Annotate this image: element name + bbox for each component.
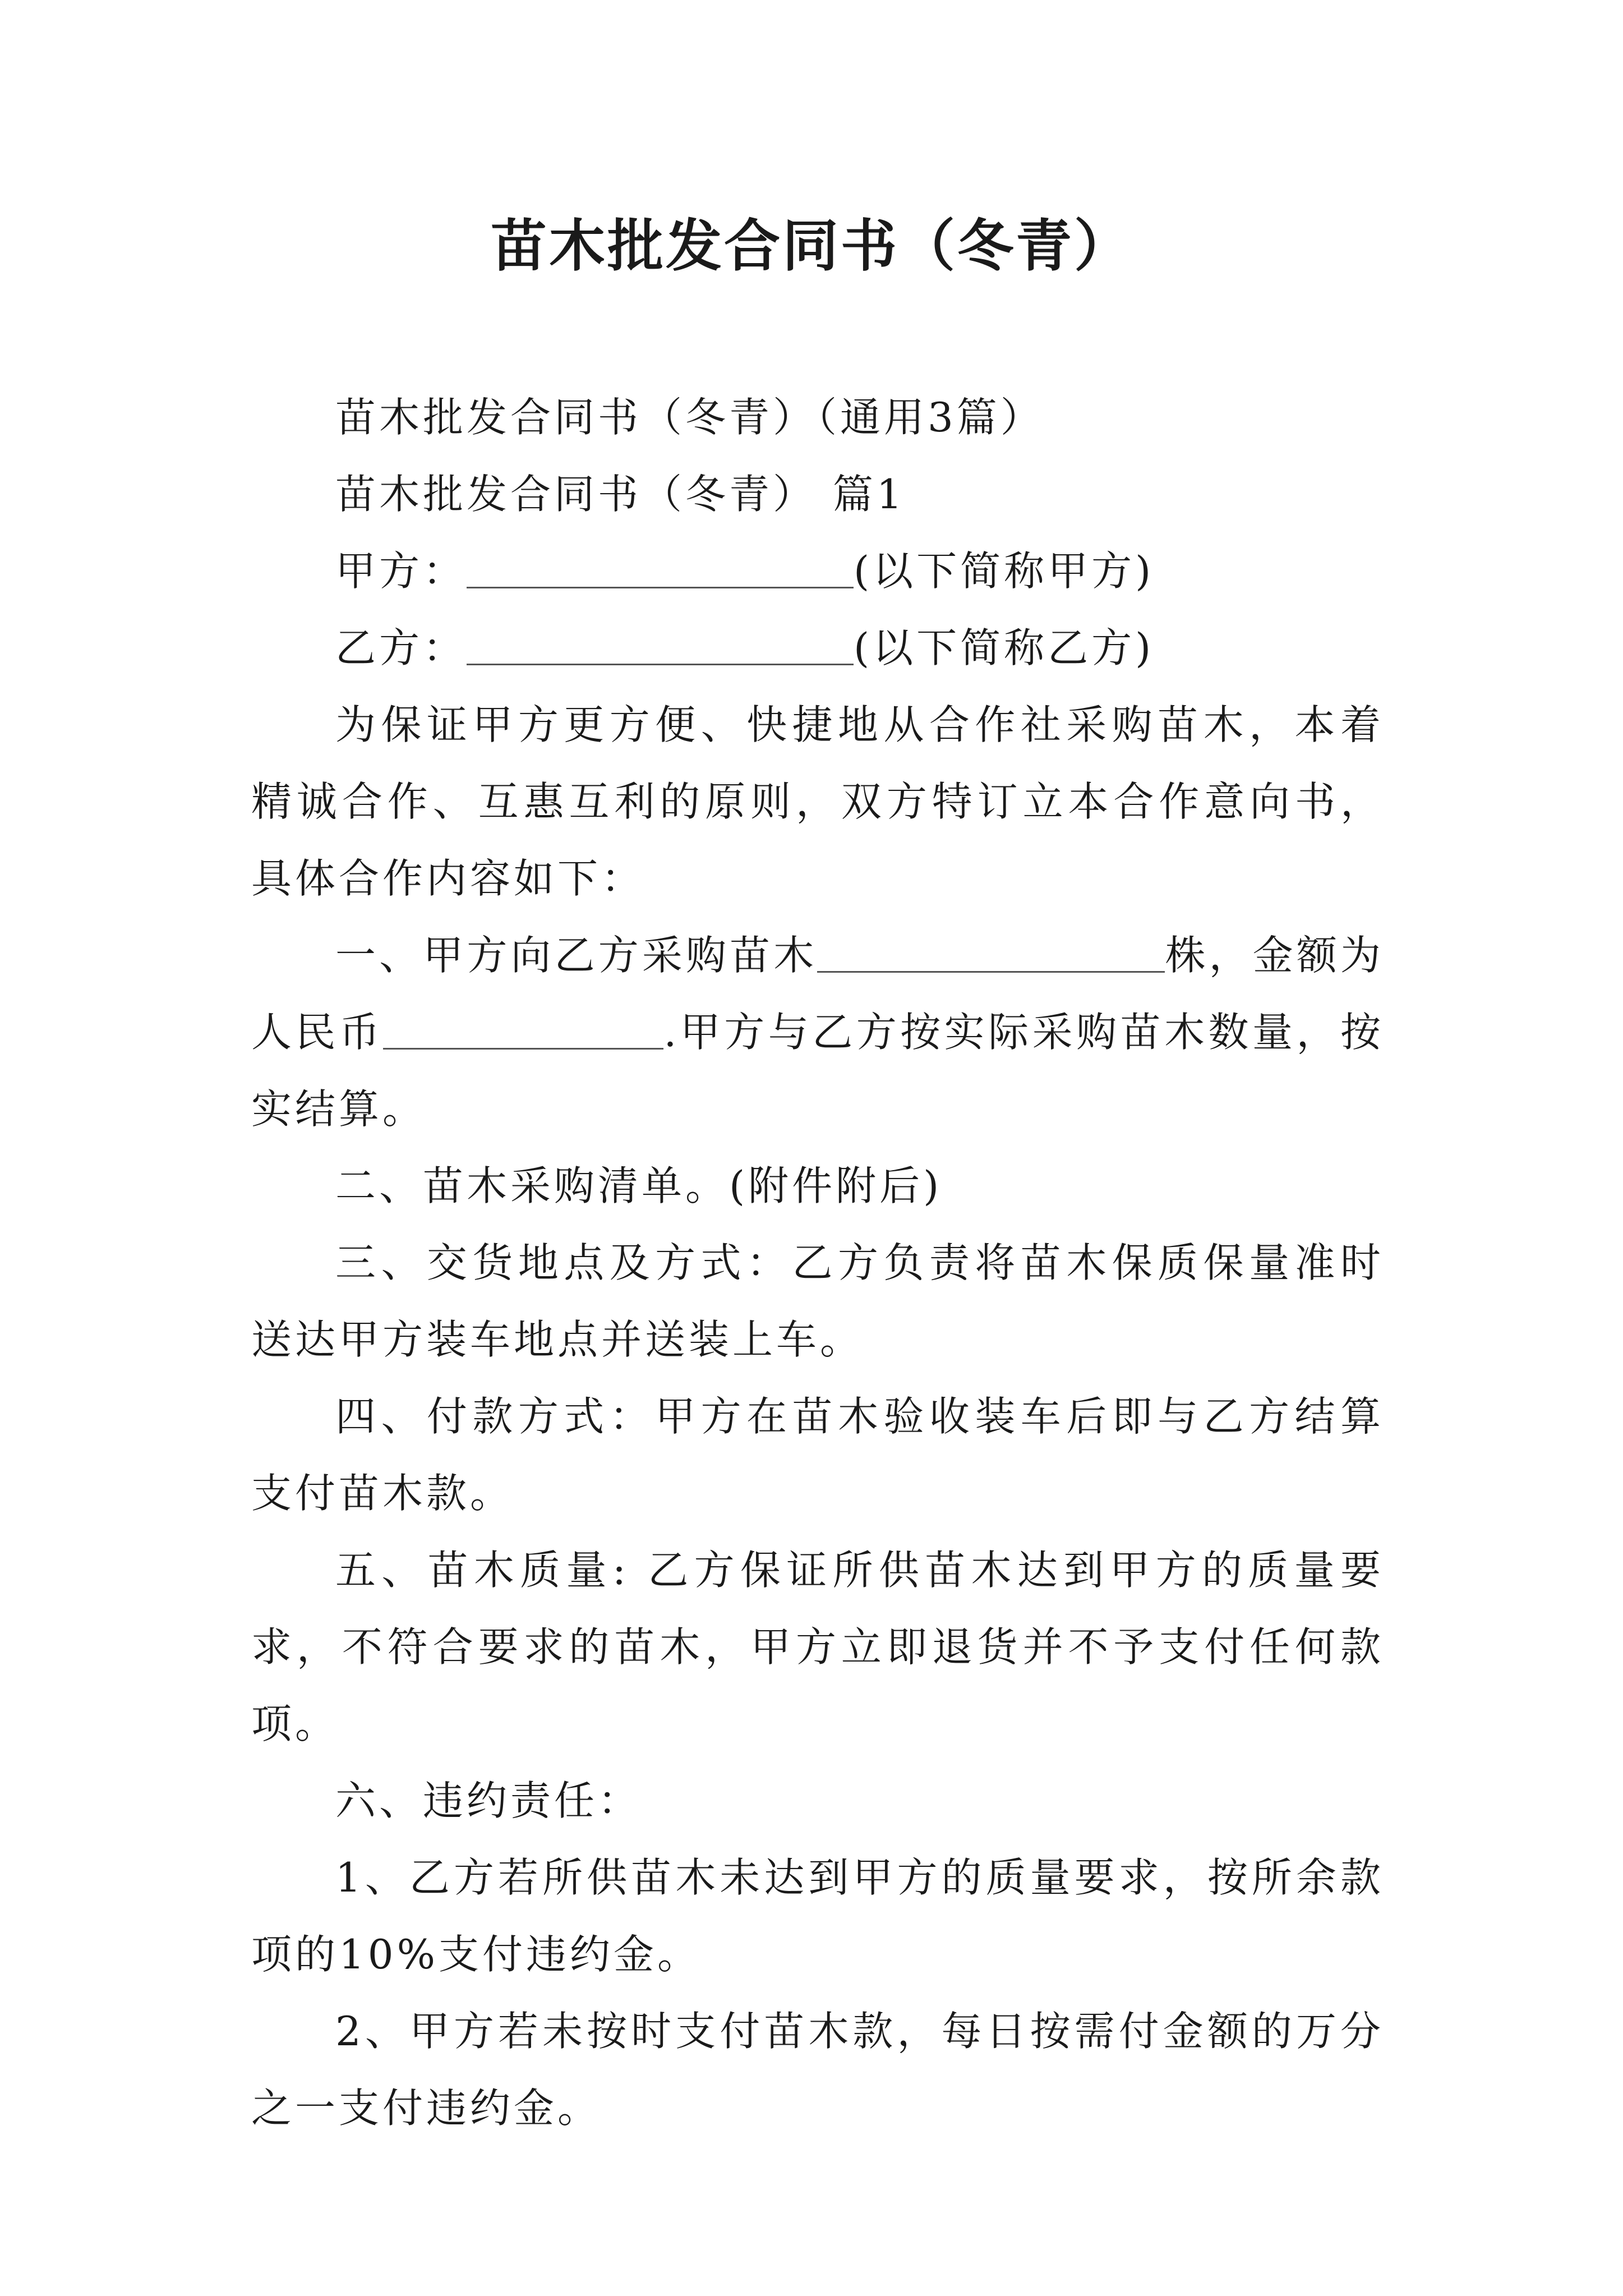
document-body [251, 379, 1384, 2147]
clause-1-part-a: 一、甲方向乙方采购苗木 [335, 932, 818, 979]
subtitle: 苗木批发合同书（冬青）（通用3篇） [335, 394, 1044, 441]
clause-6-1: 1、乙方若所供苗木未达到甲方的质量要求，按所余款项的10%支付违约金。 [251, 1854, 1384, 1978]
clause-1-part-b: 株，金额为人民币 [251, 932, 1384, 1056]
party-a-note: (以下简称甲方) [854, 547, 1155, 595]
party-a-label: 甲方： [335, 547, 467, 595]
party-a-blank [467, 550, 854, 588]
clause-6-2: 2、甲方若未按时支付苗木款，每日按需付金额的万分之一支付违约金。 [251, 2008, 1384, 2132]
intro-paragraph: 为保证甲方更方便、快捷地从合作社采购苗木，本着精诚合作、互惠互利的原则，双方特订立本合作意向书，具体合作内容如下： [251, 701, 1384, 902]
amount-blank [383, 1011, 663, 1050]
party-a-line [251, 533, 1384, 610]
party-b-line [251, 610, 1384, 687]
section-heading: 苗木批发合同书（冬青） 篇1 [335, 471, 906, 518]
clause-6: 六、违约责任： [335, 1777, 642, 1824]
quantity-blank [817, 934, 1165, 973]
document-title: 苗木批发合同书（冬青） [491, 213, 1132, 279]
clause-1 [251, 917, 1384, 1148]
clause-4: 四、付款方式：甲方在苗木验收装车后即与乙方结算支付苗木款。 [251, 1393, 1384, 1517]
clause-5: 五、苗木质量: 乙方保证所供苗木达到甲方的质量要求，不符合要求的苗木，甲方立即退货并不予支付任何款项。 [251, 1547, 1384, 1747]
clause-1-part-c: .甲方与乙方按实际采购苗木数量，按实结算。 [251, 1009, 1384, 1133]
clause-3: 三、交货地点及方式：乙方负责将苗木保质保量准时送达甲方装车地点并送装上车。 [251, 1239, 1384, 1363]
clause-2: 二、苗木采购清单。(附件附后) [335, 1162, 943, 1209]
party-b-note: (以下简称乙方) [854, 624, 1155, 671]
party-b-label: 乙方： [335, 624, 467, 671]
party-b-blank [467, 627, 854, 665]
